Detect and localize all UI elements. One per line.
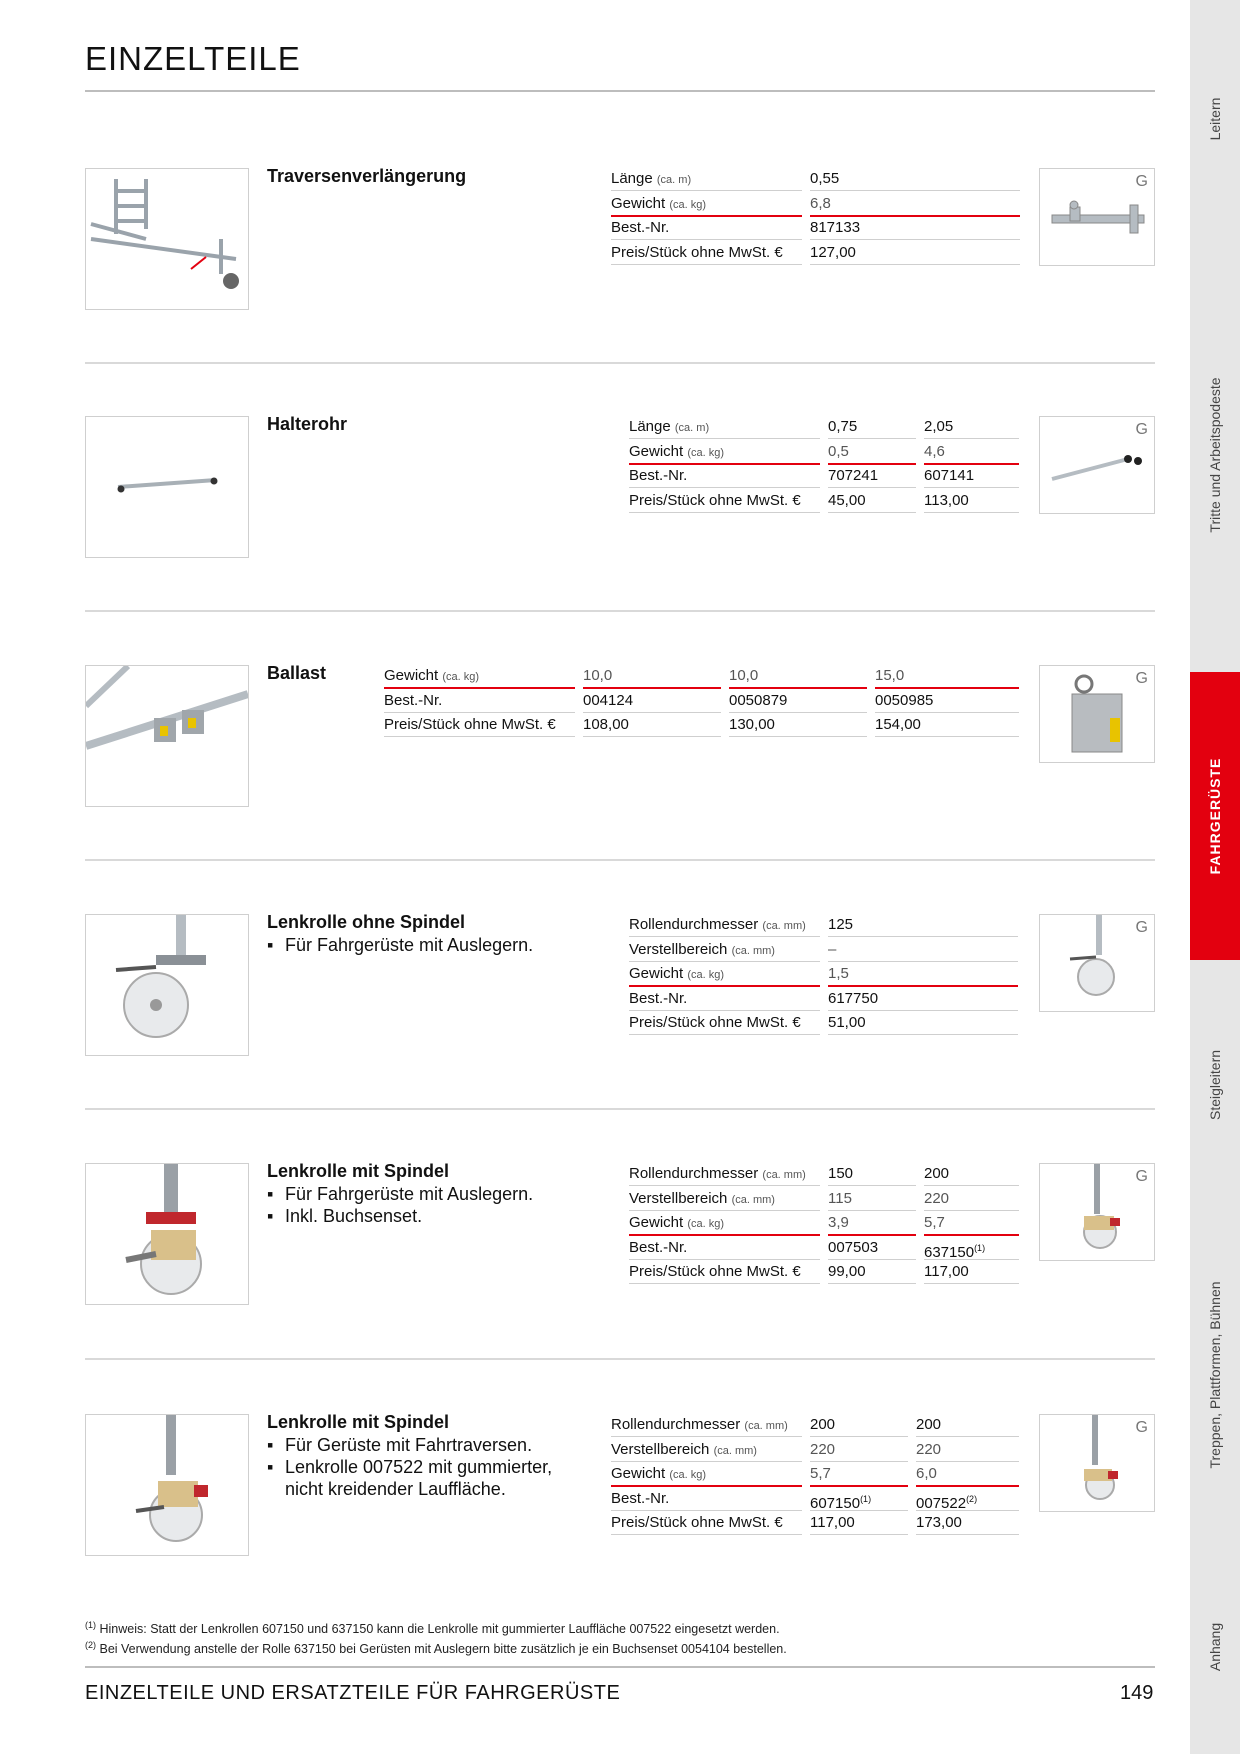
spec-label: Gewicht (ca. kg): [611, 193, 802, 217]
spec-value: –: [828, 939, 1018, 962]
spec-label: Gewicht (ca. kg): [629, 1212, 820, 1236]
spec-label: Preis/Stück ohne MwSt. €: [629, 1012, 820, 1035]
spec-value: 004124: [583, 690, 721, 713]
spec-label: Gewicht (ca. kg): [384, 665, 575, 689]
sidebar-tab-leitern[interactable]: Leitern: [1207, 97, 1223, 141]
category-badge: G: [1135, 670, 1148, 687]
spec-label: Verstellbereich (ca. mm): [611, 1439, 802, 1462]
spec-label: Verstellbereich (ca. mm): [629, 939, 820, 962]
spec-label: Rollendurchmesser (ca. mm): [629, 1163, 820, 1186]
spec-value: 117,00: [810, 1512, 908, 1535]
spec-label: Preis/Stück ohne MwSt. €: [611, 1512, 802, 1535]
spec-value: 45,00: [828, 490, 916, 513]
spec-value: 99,00: [828, 1261, 916, 1284]
footer-divider: [85, 1666, 1155, 1668]
spec-value: 117,00: [924, 1261, 1019, 1284]
spec-value: 0050879: [729, 690, 867, 713]
category-badge: G: [1135, 1419, 1148, 1436]
spec-value: 115: [828, 1188, 916, 1211]
spec-label: Preis/Stück ohne MwSt. €: [629, 1261, 820, 1284]
product-thumbnail: [1039, 914, 1155, 1012]
category-badge: G: [1135, 173, 1148, 190]
category-badge: G: [1135, 421, 1148, 438]
ballast-photo-icon: [86, 666, 248, 806]
category-badge: G: [1135, 919, 1148, 936]
spec-value: 0,5: [828, 441, 916, 465]
spec-label: Gewicht (ca. kg): [629, 963, 820, 987]
spec-label: Best.-Nr.: [611, 1488, 802, 1511]
spec-value: 607141: [924, 465, 1019, 488]
spec-label: Gewicht (ca. kg): [629, 441, 820, 465]
sidebar-tab-treppen[interactable]: Treppen, Plattformen, Bühnen: [1207, 1281, 1223, 1469]
product-bullets: [267, 934, 533, 956]
spec-value: 125: [828, 914, 1018, 937]
sidebar-register: [1190, 0, 1240, 1754]
product-photo: [85, 665, 249, 807]
product-photo: [85, 914, 249, 1056]
spec-label: Verstellbereich (ca. mm): [629, 1188, 820, 1211]
spec-value: 150: [828, 1163, 916, 1186]
spec-value: 817133: [810, 217, 1020, 240]
product-title: Lenkrolle ohne Spindel: [267, 912, 466, 932]
swivel-castor-photo-icon: [86, 915, 248, 1055]
spindle-castor-photo-icon: [86, 1164, 248, 1304]
footnote-mark: (2): [966, 1493, 978, 1504]
header-divider: [85, 90, 1155, 92]
spec-label: Rollendurchmesser (ca. mm): [629, 914, 820, 937]
footnote-2: $^{(2)}$ Bei Verwendung anstelle der Rolle 637150 bei Gerüsten mit Auslegern bitte zusätzlich je ein Buchsenset 0054104 bestellen.: [85, 1640, 787, 1657]
product-photo: [85, 168, 249, 310]
product-thumbnail: [1039, 168, 1155, 266]
spec-label: Länge (ca. m): [629, 416, 820, 439]
spec-value: 2,05: [924, 416, 1019, 439]
sidebar-tab-fahrgerueste[interactable]: FAHRGERÜSTE: [1190, 672, 1240, 960]
spec-label: Best.-Nr.: [629, 988, 820, 1011]
footer-title: EINZELTEILE UND ERSATZTEILE FÜR FAHRGERÜSTE: [85, 1682, 621, 1704]
spec-value: 5,7: [810, 1463, 908, 1487]
section-divider: [85, 610, 1155, 612]
spec-value: 200: [810, 1414, 908, 1437]
spec-value: 154,00: [875, 714, 1019, 737]
spec-value: 220: [916, 1439, 1019, 1462]
spec-label: Rollendurchmesser (ca. mm): [611, 1414, 802, 1437]
spec-value: 6,0: [916, 1463, 1019, 1487]
holding-tube-photo-icon: [86, 417, 248, 557]
spec-label: Preis/Stück ohne MwSt. €: [384, 714, 575, 737]
spec-value: 0,75: [828, 416, 916, 439]
bullet-item: ▪ Für Fahrgerüste mit Auslegern.: [267, 1183, 533, 1205]
spec-value: 1,5: [828, 963, 1018, 987]
spec-label: Best.-Nr.: [611, 217, 802, 240]
section-divider: [85, 362, 1155, 364]
footnote-mark: (1): [974, 1242, 986, 1253]
product-bullets: [267, 1183, 533, 1227]
footnotes: [85, 1617, 787, 1657]
product-title: Halterohr: [267, 414, 348, 434]
page-number: 149: [1120, 1682, 1154, 1704]
spec-value: 3,9: [828, 1212, 916, 1236]
product-thumbnail: [1039, 1163, 1155, 1261]
spec-value: 113,00: [924, 490, 1019, 513]
spec-value: 108,00: [583, 714, 721, 737]
section-divider: [85, 859, 1155, 861]
spec-label: Best.-Nr.: [384, 690, 575, 713]
spec-label: Preis/Stück ohne MwSt. €: [629, 490, 820, 513]
product-thumbnail: [1039, 1414, 1155, 1512]
footnote-1: $^{(1)}$ Hinweis: Statt der Lenkrollen 607150 und 637150 kann die Lenkrolle mit gummierter Lauffläche 007522 eingesetzt werden.: [85, 1620, 780, 1637]
product-title: Lenkrolle mit Spindel: [267, 1412, 450, 1432]
bullet-item: ▪ Lenkrolle 007522 mit gummierter, nicht kreidender Lauffläche.: [267, 1456, 567, 1500]
spec-value: 4,6: [924, 441, 1019, 465]
spec-value: 617750: [828, 988, 1018, 1011]
spec-value: 220: [924, 1188, 1019, 1211]
spec-value: 15,0: [875, 665, 1019, 689]
spec-value: 007503: [828, 1237, 916, 1260]
spec-value: 5,7: [924, 1212, 1019, 1236]
spec-value: 10,0: [583, 665, 721, 689]
spec-value: 607150$^{(1)}$: [810, 1488, 908, 1511]
sidebar-tab-anhang[interactable]: Anhang: [1207, 1622, 1223, 1672]
spindle-castor-photo-icon: [86, 1415, 248, 1555]
spec-label: Länge (ca. m): [611, 168, 802, 191]
section-divider: [85, 1108, 1155, 1110]
category-badge: G: [1135, 1168, 1148, 1185]
traverse-extension-photo-icon: [86, 169, 248, 309]
spec-value: 6,8: [810, 193, 1020, 217]
spec-value: 200: [924, 1163, 1019, 1186]
section-divider: [85, 1358, 1155, 1360]
product-photo: [85, 416, 249, 558]
product-thumbnail: [1039, 665, 1155, 763]
product-thumbnail: [1039, 416, 1155, 514]
bullet-item: ▪ Für Fahrgerüste mit Auslegern.: [267, 934, 533, 956]
spec-label: Gewicht (ca. kg): [611, 1463, 802, 1487]
spec-value: 51,00: [828, 1012, 1018, 1035]
spec-value: 200: [916, 1414, 1019, 1437]
bullet-item: ▪ Inkl. Buchsenset.: [267, 1205, 533, 1227]
spec-value: 707241: [828, 465, 916, 488]
product-title: Ballast: [267, 663, 327, 683]
spec-label: Preis/Stück ohne MwSt. €: [611, 242, 802, 265]
spec-label: Best.-Nr.: [629, 465, 820, 488]
product-title: Traversenverlängerung: [267, 166, 467, 186]
sidebar-tab-tritte[interactable]: Tritte und Arbeitspodeste: [1207, 377, 1223, 533]
sidebar-tab-steigleitern[interactable]: Steigleitern: [1207, 1049, 1223, 1121]
spec-label: Best.-Nr.: [629, 1237, 820, 1260]
product-photo: [85, 1414, 249, 1556]
footnote-mark: (1): [860, 1493, 872, 1504]
spec-value: 127,00: [810, 242, 1020, 265]
product-title: Lenkrolle mit Spindel: [267, 1161, 450, 1181]
product-photo: [85, 1163, 249, 1305]
page-title: EINZELTEILE: [85, 40, 301, 77]
spec-value: 10,0: [729, 665, 867, 689]
spec-value: 220: [810, 1439, 908, 1462]
bullet-item: ▪ Für Gerüste mit Fahrtraversen.: [267, 1434, 567, 1456]
spec-value: 130,00: [729, 714, 867, 737]
product-bullets: [267, 1434, 567, 1500]
spec-value: 0,55: [810, 168, 1020, 191]
spec-value: 007522$^{(2)}$: [916, 1488, 1019, 1511]
spec-value: 0050985: [875, 690, 1019, 713]
spec-value: 173,00: [916, 1512, 1019, 1535]
spec-value: 637150$^{(1)}$: [924, 1237, 1019, 1260]
